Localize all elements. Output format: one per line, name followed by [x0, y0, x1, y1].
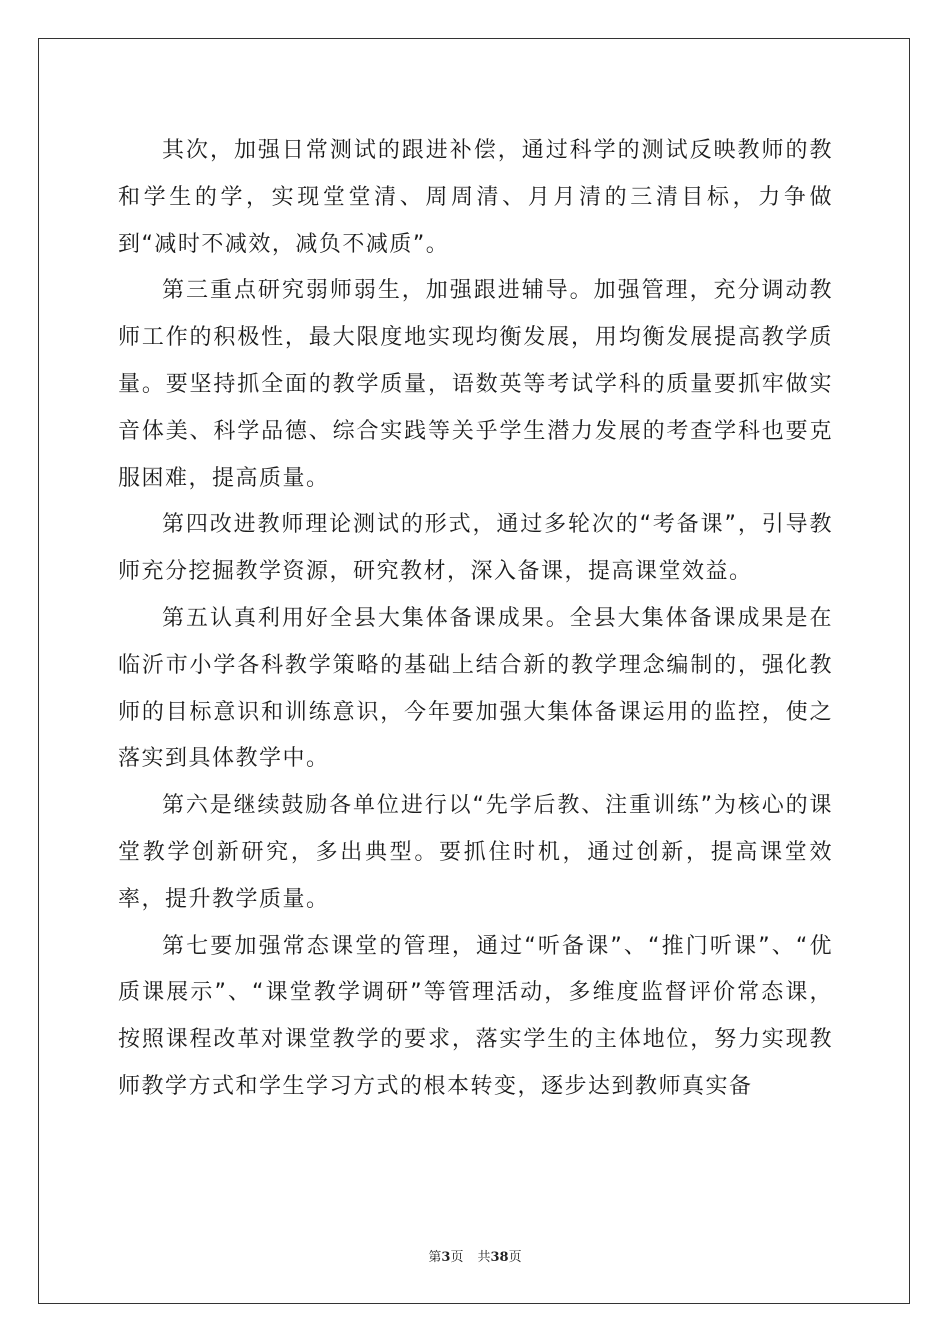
page-footer — [0, 1246, 950, 1265]
paragraph-5: 第六是继续鼓励各单位进行以“先学后教、注重训练”为核心的课堂教学创新研究，多出典型。要抓住时机，通过创新，提高课堂效率，提升教学质量。 — [118, 793, 833, 912]
page-prefix: 第 — [428, 1250, 442, 1265]
paragraph-6: 第七要加强常态课堂的管理，通过“听备课”、“推门听课”、“优质课展示”、“课堂教学调研”等管理活动，多维度监督评价常态课，按照课程改革对课堂教学的要求，落实学生的主体地位，努力实现教师教学方式和学生学习方式的根本转变，逐步达到教师真实备 — [118, 933, 833, 1099]
page-suffix: 页 — [450, 1250, 464, 1265]
paragraph-1: 其次，加强日常测试的跟进补偿，通过科学的测试反映教师的教和学生的学，实现堂堂清、周周清、月月清的三清目标，力争做到“减时不减效，减负不减质”。 — [118, 138, 833, 257]
total-suffix: 页 — [508, 1250, 522, 1265]
paragraph-3: 第四改进教师理论测试的形式，通过多轮次的“考备课”，引导教师充分挖掘教学资源，研究教材，深入备课，提高课堂效益。 — [118, 512, 833, 585]
document-body — [118, 128, 833, 1111]
page-number: 3 — [441, 1250, 451, 1265]
paragraph-4: 第五认真利用好全县大集体备课成果。全县大集体备课成果是在临沂市小学各科教学策略的基础上结合新的教学理念编制的，强化教师的目标意识和训练意识，今年要加强大集体备课运用的监控，使之落实到具体教学中。 — [118, 605, 833, 772]
total-prefix: 共 — [477, 1250, 491, 1265]
total-pages: 38 — [490, 1250, 509, 1265]
paragraph-2: 第三重点研究弱师弱生，加强跟进辅导。加强管理，充分调动教师工作的积极性，最大限度地实现均衡发展，用均衡发展提高教学质量。要坚持抓全面的教学质量，语数英等考试学科的质量要抓牢做实音体美、科学品德、综合实践等关乎学生潜力发展的考查学科也要克服困难，提高质量。 — [118, 278, 833, 491]
